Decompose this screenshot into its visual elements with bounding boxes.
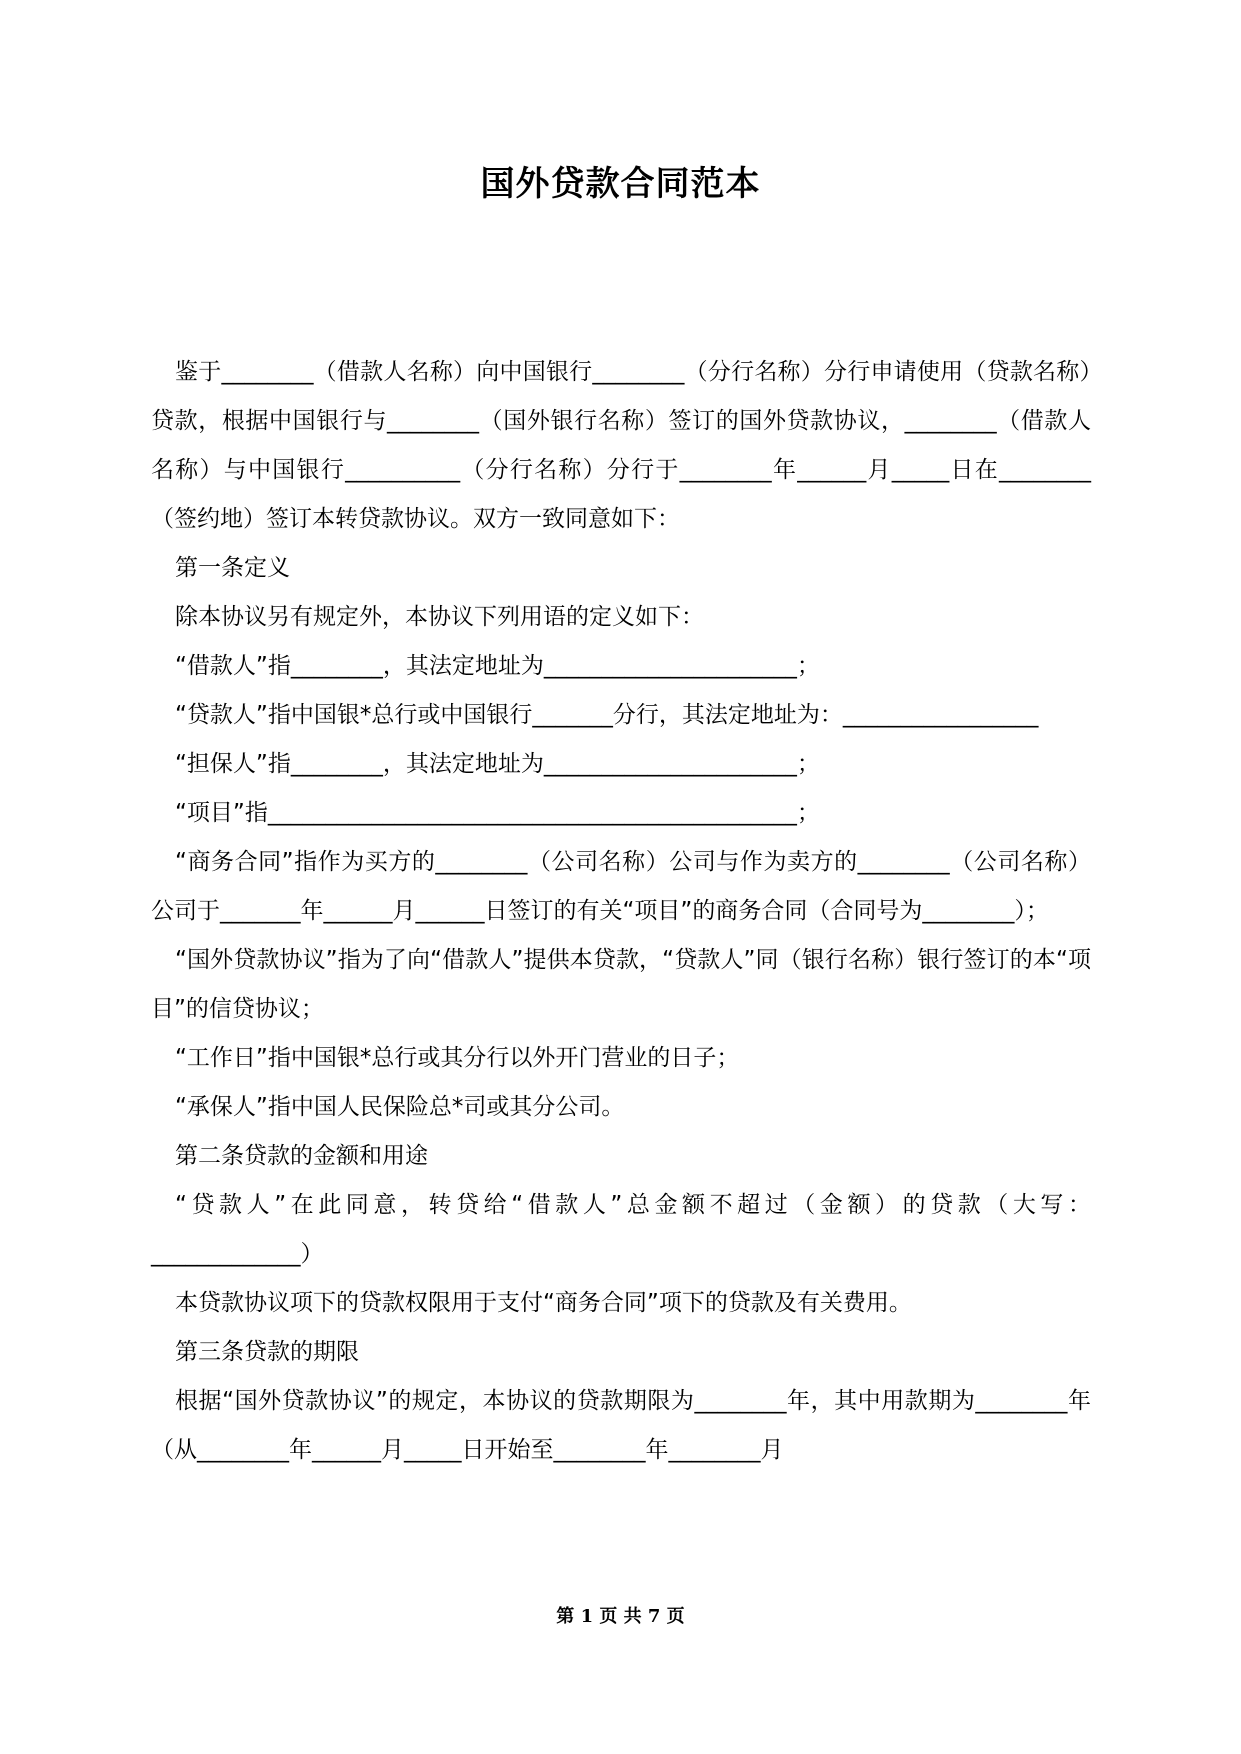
definition-insurer: “承保人”指中国人民保险总*司或其分公司。: [175, 1094, 625, 1120]
definition-business-day: “工作日”指中国银*总行或其分行以外开门营业的日子；: [175, 1045, 740, 1071]
definition-guarantor: “担保人”指________，其法定地址为______________________；: [175, 751, 820, 777]
paragraph-loan-amount: “贷款人”在此同意，转贷给“借款人”总金额不超过（金额）的贷款（大写：_____________）: [151, 1192, 1091, 1267]
page-number-footer: 第 1 页 共 7 页: [556, 1606, 685, 1627]
article-2-heading: 第二条贷款的金额和用途: [175, 1143, 428, 1169]
paragraph-preamble: 鉴于________（借款人名称）向中国银行________（分行名称）分行申请使用（贷款名称）贷款，根据中国银行与________（国外银行名称）签订的国外贷款协议，________（借款人名称）与中国银行__________（分行名称）分行于________年______月_____日在________（签约地）签订本转贷款协议。双方一致同意如下：: [151, 359, 1092, 532]
document-body: [151, 348, 1091, 1475]
definition-project: “项目”指______________________________________________；: [175, 800, 820, 826]
definition-borrower: “借款人”指________，其法定地址为______________________；: [175, 653, 820, 679]
paragraph-loan-term: 根据“国外贷款协议”的规定，本协议的贷款期限为________年，其中用款期为________年（从________年______月_____日开始至________年________月: [151, 1388, 1091, 1463]
paragraph-loan-use: 本贷款协议项下的贷款权限用于支付“商务合同”项下的贷款及有关费用。: [175, 1290, 912, 1316]
definition-foreign-loan-agreement: “国外贷款协议”指为了向“借款人”提供本贷款，“贷款人”同（银行名称）银行签订的本“项目”的信贷协议；: [151, 947, 1091, 1022]
document-title: 国外贷款合同范本: [480, 164, 761, 204]
article-1-heading: 第一条定义: [175, 555, 290, 581]
article-3-heading: 第三条贷款的期限: [175, 1339, 359, 1365]
definition-commercial-contract: “商务合同”指作为买方的________（公司名称）公司与作为卖方的________（公司名称）公司于_______年______月______日签订的有关“项目”的商务合同（合同号为________）；: [151, 849, 1091, 924]
paragraph-definitions-intro: 除本协议另有规定外，本协议下列用语的定义如下：: [175, 604, 704, 630]
definition-lender: “贷款人”指中国银*总行或中国银行_______分行，其法定地址为：_________________: [175, 702, 1039, 728]
